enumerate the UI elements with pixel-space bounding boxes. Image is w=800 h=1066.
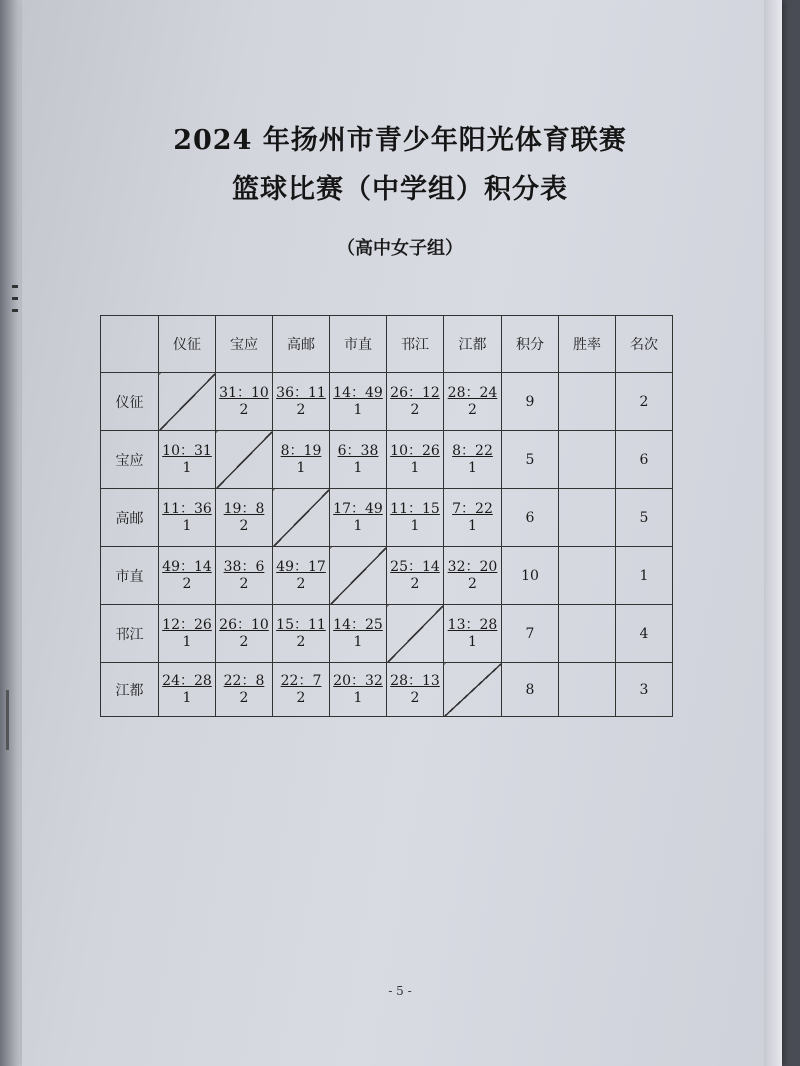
rank-cell: 4 [616, 605, 673, 663]
match-points: 1 [468, 633, 477, 650]
match-points: 1 [353, 517, 363, 534]
rank-cell: 5 [616, 489, 673, 547]
match-score: 31：10 [219, 384, 269, 401]
match-result-cell [216, 663, 273, 717]
match-result-cell [159, 431, 216, 489]
row-team-name: 邗江 [101, 605, 159, 663]
match-points: 2 [410, 575, 420, 592]
rank-cell: 6 [616, 431, 673, 489]
match-result-cell [387, 373, 444, 431]
row-team-name: 江都 [101, 663, 159, 717]
match-points: 1 [182, 517, 192, 534]
match-points: 1 [468, 459, 477, 476]
row-team-name: 宝应 [101, 431, 159, 489]
match-score: 14：49 [333, 384, 383, 401]
header-cell-gaoyou: 高邮 [273, 316, 330, 373]
diagonal-cell [216, 431, 273, 489]
match-score: 7：22 [452, 500, 493, 517]
win-rate-cell [559, 605, 616, 663]
match-result-cell [216, 373, 273, 431]
match-points: 1 [296, 459, 306, 476]
match-points: 2 [410, 689, 420, 706]
total-points-cell: 9 [502, 373, 559, 431]
match-score: 11：36 [162, 500, 212, 517]
match-result-cell [273, 663, 330, 717]
total-points-cell: 5 [502, 431, 559, 489]
header-cell-rank: 名次 [616, 316, 673, 373]
match-points: 1 [410, 459, 420, 476]
match-score: 22：7 [280, 672, 322, 689]
match-points: 2 [239, 633, 249, 650]
match-points: 2 [468, 575, 477, 592]
page-number: - 5 - [388, 984, 412, 998]
match-points: 2 [410, 401, 420, 418]
match-points: 2 [296, 401, 306, 418]
match-points: 1 [410, 517, 420, 534]
diagonal-cell [444, 663, 502, 717]
match-score: 11：15 [390, 500, 440, 517]
win-rate-cell [559, 373, 616, 431]
header-cell-hanjiang: 邗江 [387, 316, 444, 373]
match-score: 10：26 [390, 442, 440, 459]
rank-cell: 2 [616, 373, 673, 431]
left-page-marks [12, 285, 20, 325]
match-result-cell [387, 431, 444, 489]
match-result-cell [444, 373, 502, 431]
match-points: 1 [182, 689, 192, 706]
match-score: 28：24 [447, 384, 498, 401]
match-result-cell [216, 605, 273, 663]
rank-cell: 1 [616, 547, 673, 605]
table-row [101, 605, 673, 663]
header-cell-corner [101, 316, 159, 373]
match-result-cell [330, 373, 387, 431]
diagonal-cell [330, 547, 387, 605]
match-score: 49：17 [276, 558, 326, 575]
match-result-cell [330, 605, 387, 663]
match-score: 17：49 [333, 500, 383, 517]
document-title-line2: 篮球比赛（中学组）积分表 [232, 174, 568, 205]
match-score: 49：14 [162, 558, 212, 575]
row-team-name: 仪征 [101, 373, 159, 431]
win-rate-cell [559, 663, 616, 717]
match-score: 15：11 [276, 616, 326, 633]
total-points-cell: 7 [502, 605, 559, 663]
win-rate-cell [559, 547, 616, 605]
match-score: 13：28 [447, 616, 498, 633]
match-points: 1 [468, 517, 477, 534]
document-title-line1: 2024 年扬州市青少年阳光体育联赛 [173, 125, 627, 156]
diagonal-cell [159, 373, 216, 431]
match-result-cell [444, 605, 502, 663]
match-result-cell [444, 547, 502, 605]
match-points: 2 [296, 689, 306, 706]
match-score: 26：10 [219, 616, 269, 633]
left-page-binding-mark [6, 690, 9, 750]
row-team-name: 市直 [101, 547, 159, 605]
match-score: 19：8 [223, 500, 265, 517]
match-score: 32：20 [447, 558, 498, 575]
match-result-cell [444, 489, 502, 547]
match-result-cell [273, 431, 330, 489]
match-result-cell [444, 431, 502, 489]
score-table [100, 315, 673, 717]
match-points: 1 [353, 689, 363, 706]
match-result-cell [273, 605, 330, 663]
match-points: 2 [239, 401, 249, 418]
table-row [101, 547, 673, 605]
match-result-cell [216, 547, 273, 605]
match-result-cell [159, 489, 216, 547]
match-score: 38：6 [223, 558, 265, 575]
match-points: 1 [182, 633, 192, 650]
match-result-cell [387, 489, 444, 547]
total-points-cell: 6 [502, 489, 559, 547]
match-result-cell [387, 663, 444, 717]
match-result-cell [159, 547, 216, 605]
total-points-cell: 10 [502, 547, 559, 605]
match-score: 8：22 [452, 442, 493, 459]
match-points: 2 [468, 401, 477, 418]
match-points: 1 [353, 401, 363, 418]
header-cell-baoying: 宝应 [216, 316, 273, 373]
match-points: 2 [296, 575, 306, 592]
match-result-cell [216, 489, 273, 547]
header-cell-yizheng: 仪征 [159, 316, 216, 373]
header-cell-shizhi: 市直 [330, 316, 387, 373]
match-score: 25：14 [390, 558, 440, 575]
match-score: 8：19 [280, 442, 322, 459]
match-score: 22：8 [223, 672, 265, 689]
match-score: 14：25 [333, 616, 383, 633]
match-score: 24：28 [162, 672, 212, 689]
match-points: 2 [239, 575, 249, 592]
match-result-cell [159, 605, 216, 663]
rank-cell: 3 [616, 663, 673, 717]
match-result-cell [330, 489, 387, 547]
match-points: 2 [239, 689, 249, 706]
table-header-row [101, 316, 673, 373]
win-rate-cell [559, 489, 616, 547]
total-points-cell: 8 [502, 663, 559, 717]
match-result-cell [330, 663, 387, 717]
header-cell-win-rate: 胜率 [559, 316, 616, 373]
match-score: 12：26 [162, 616, 212, 633]
page-edge [764, 0, 782, 1066]
match-points: 1 [353, 459, 363, 476]
header-cell-points: 积分 [502, 316, 559, 373]
diagonal-cell [273, 489, 330, 547]
match-points: 1 [353, 633, 363, 650]
match-score: 28：13 [390, 672, 440, 689]
table-row [101, 373, 673, 431]
table-row [101, 663, 673, 717]
match-score: 6：38 [337, 442, 379, 459]
match-result-cell [273, 547, 330, 605]
match-score: 36：11 [276, 384, 326, 401]
match-points: 2 [182, 575, 192, 592]
match-score: 20：32 [333, 672, 383, 689]
match-result-cell [273, 373, 330, 431]
match-score: 10：31 [162, 442, 212, 459]
header-cell-jiangdu: 江都 [444, 316, 502, 373]
match-result-cell [387, 547, 444, 605]
match-points: 2 [296, 633, 306, 650]
match-result-cell [159, 663, 216, 717]
match-points: 2 [239, 517, 249, 534]
document-subtitle: （高中女子组） [337, 238, 463, 259]
table-row [101, 489, 673, 547]
table-row [101, 431, 673, 489]
match-result-cell [330, 431, 387, 489]
match-points: 1 [182, 459, 192, 476]
diagonal-cell [387, 605, 444, 663]
match-score: 26：12 [390, 384, 440, 401]
row-team-name: 高邮 [101, 489, 159, 547]
win-rate-cell [559, 431, 616, 489]
